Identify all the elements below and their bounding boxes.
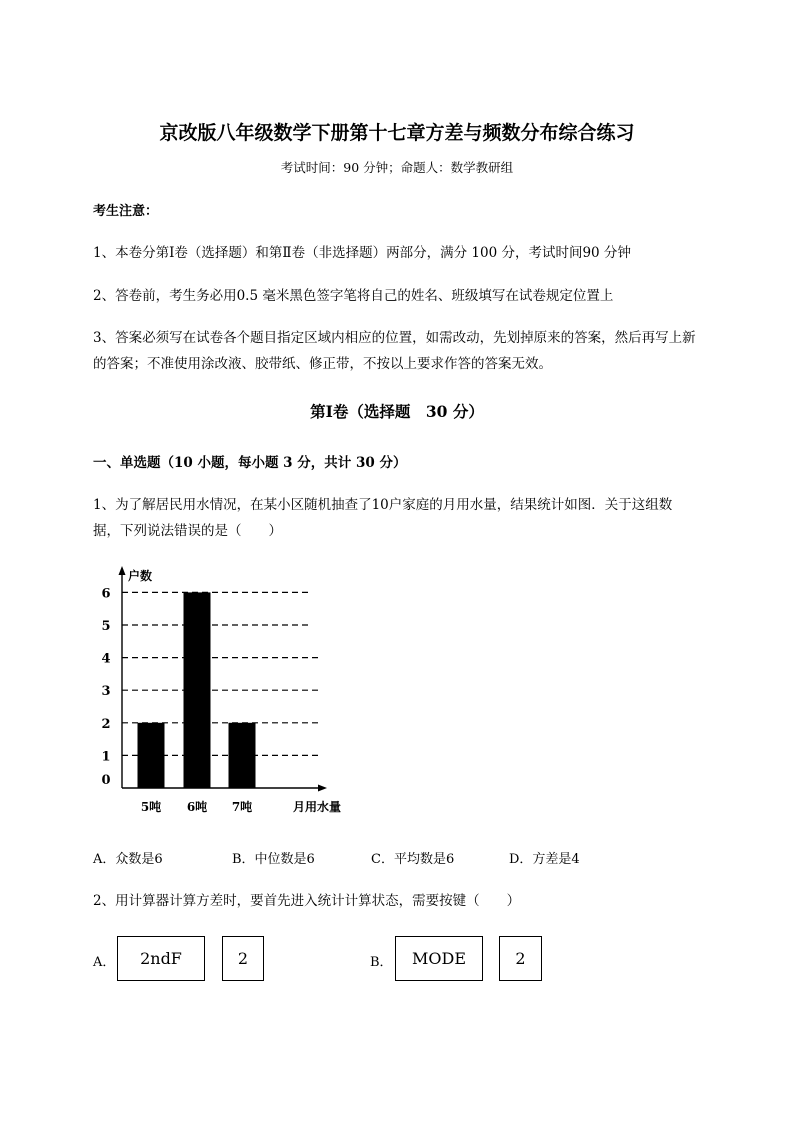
y-tick-2: 2 xyxy=(101,716,111,732)
x-tick-1: 6吨 xyxy=(186,800,208,814)
q2-option-b-label[interactable]: B． xyxy=(370,955,393,970)
x-axis-arrow xyxy=(318,785,327,792)
q1-option-b[interactable]: B．中位数是6 xyxy=(232,852,315,867)
x-tick-0: 5吨 xyxy=(140,800,162,814)
y-axis-label: 户数 xyxy=(128,569,153,583)
y-tick-0: 0 xyxy=(101,773,111,788)
key-2ndf: 2ndF xyxy=(117,936,205,981)
q1-option-a[interactable]: A．众数是6 xyxy=(93,852,163,867)
section-title: 第Ⅰ卷（选择题 30 分） xyxy=(310,402,484,421)
water-usage-bar-chart xyxy=(93,563,363,825)
bar-0 xyxy=(138,723,165,788)
key-2-b: 2 xyxy=(499,936,542,981)
notice-line-3-cont: 的答案；不准使用涂改液、胶带纸、修正带，不按以上要求作答的答案无效。 xyxy=(93,356,552,372)
bar-1 xyxy=(184,592,211,788)
q1-option-c[interactable]: C．平均数是6 xyxy=(371,852,455,867)
page-subtitle: 考试时间：90 分钟；命题人：数学教研组 xyxy=(280,160,514,175)
y-tick-6: 6 xyxy=(101,586,111,602)
y-tick-3: 3 xyxy=(101,684,111,700)
notice-line-3: 3、答案必须写在试卷各个题目指定区域内相应的位置，如需改动，先划掉原来的答案，然后再写上新 xyxy=(93,330,696,346)
page-title: 京改版八年级数学下册第十七章方差与频数分布综合练习 xyxy=(159,122,635,144)
question-1-text: 1、为了解居民用水情况，在某小区随机抽查了10户家庭的月用水量，结果统计如图．关于这组数 xyxy=(93,497,673,513)
part-title: 一、单选题（10 小题，每小题 3 分，共计 30 分） xyxy=(93,455,407,471)
y-tick-4: 4 xyxy=(101,651,111,667)
notice-line-2: 2、答卷前，考生务必用0.5 毫米黑色签字笔将自己的姓名、班级填写在试卷规定位置上 xyxy=(93,288,614,304)
q1-option-d[interactable]: D．方差是4 xyxy=(509,852,580,867)
x-axis-label: 月用水量 xyxy=(293,800,342,814)
bar-2 xyxy=(229,723,256,788)
key-mode: MODE xyxy=(395,936,483,981)
y-tick-1: 1 xyxy=(101,749,111,765)
notice-line-1: 1、本卷分第Ⅰ卷（选择题）和第Ⅱ卷（非选择题）两部分，满分 100 分，考试时间90 分钟 xyxy=(93,245,631,261)
key-2-a: 2 xyxy=(222,936,264,981)
notice-heading: 考生注意： xyxy=(93,204,159,219)
q2-option-a-label[interactable]: A． xyxy=(93,955,116,970)
x-tick-2: 7吨 xyxy=(231,800,253,814)
y-axis-arrow xyxy=(119,566,126,575)
question-2-text: 2、用计算器计算方差时，要首先进入统计计算状态，需要按键（ ） xyxy=(93,893,521,909)
question-1-text-cont: 据，下列说法错误的是（ ） xyxy=(93,523,282,539)
y-tick-5: 5 xyxy=(101,619,111,634)
